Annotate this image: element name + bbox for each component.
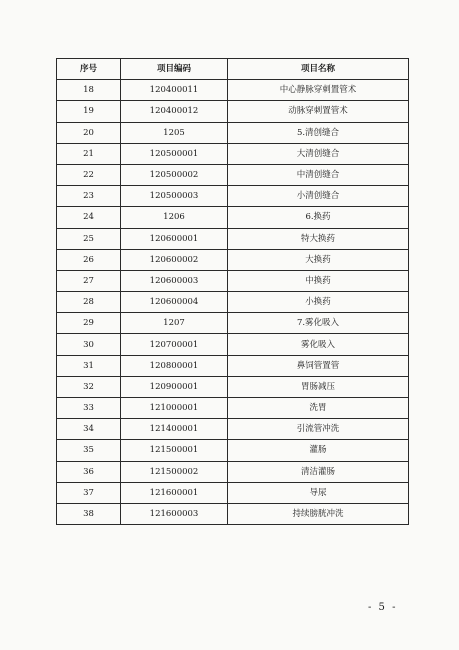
cell-name: 胃肠减压 [228, 376, 409, 397]
cell-code: 120600003 [121, 270, 228, 291]
cell-serial: 28 [57, 292, 121, 313]
cell-code: 121000001 [121, 398, 228, 419]
cell-name: 小换药 [228, 292, 409, 313]
cell-code: 120700001 [121, 334, 228, 355]
cell-code: 121600001 [121, 482, 228, 503]
cell-code: 120900001 [121, 376, 228, 397]
table-row [57, 80, 409, 101]
cell-name: 雾化吸入 [228, 334, 409, 355]
cell-serial: 35 [57, 440, 121, 461]
table-row [57, 482, 409, 503]
cell-serial: 25 [57, 228, 121, 249]
table-row [57, 207, 409, 228]
table-row [57, 164, 409, 185]
table-row [57, 440, 409, 461]
cell-serial: 30 [57, 334, 121, 355]
cell-serial: 20 [57, 122, 121, 143]
cell-name: 6.换药 [228, 207, 409, 228]
page-number: - 5 - [368, 602, 398, 613]
cell-code: 120600001 [121, 228, 228, 249]
table-row [57, 228, 409, 249]
cell-serial: 32 [57, 376, 121, 397]
cell-serial: 21 [57, 143, 121, 164]
item-table [56, 58, 409, 525]
table-row [57, 101, 409, 122]
cell-code: 120800001 [121, 355, 228, 376]
cell-name: 5.清创缝合 [228, 122, 409, 143]
table-row [57, 355, 409, 376]
cell-code: 121600003 [121, 503, 228, 524]
table-row [57, 292, 409, 313]
table-row [57, 503, 409, 524]
cell-name: 中换药 [228, 270, 409, 291]
cell-serial: 26 [57, 249, 121, 270]
table-row [57, 461, 409, 482]
cell-name: 中清创缝合 [228, 164, 409, 185]
cell-code: 120500001 [121, 143, 228, 164]
cell-name: 持续膀胱冲洗 [228, 503, 409, 524]
cell-name: 小清创缝合 [228, 186, 409, 207]
cell-serial: 31 [57, 355, 121, 376]
table-row [57, 186, 409, 207]
table-row [57, 270, 409, 291]
table-row [57, 334, 409, 355]
cell-serial: 36 [57, 461, 121, 482]
cell-name: 灌肠 [228, 440, 409, 461]
table-row [57, 419, 409, 440]
cell-serial: 19 [57, 101, 121, 122]
table-row [57, 376, 409, 397]
cell-code: 121400001 [121, 419, 228, 440]
table-row [57, 143, 409, 164]
table-row [57, 249, 409, 270]
cell-code: 120400012 [121, 101, 228, 122]
cell-serial: 29 [57, 313, 121, 334]
cell-serial: 27 [57, 270, 121, 291]
header-name: 项目名称 [228, 59, 409, 80]
cell-code: 120600004 [121, 292, 228, 313]
cell-serial: 23 [57, 186, 121, 207]
cell-code: 121500002 [121, 461, 228, 482]
cell-name: 7.雾化吸入 [228, 313, 409, 334]
cell-name: 大换药 [228, 249, 409, 270]
cell-code: 120600002 [121, 249, 228, 270]
table-row [57, 313, 409, 334]
cell-serial: 37 [57, 482, 121, 503]
cell-serial: 34 [57, 419, 121, 440]
cell-name: 洗胃 [228, 398, 409, 419]
cell-code: 121500001 [121, 440, 228, 461]
cell-serial: 22 [57, 164, 121, 185]
cell-serial: 18 [57, 80, 121, 101]
cell-name: 导尿 [228, 482, 409, 503]
cell-name: 中心静脉穿刺置管术 [228, 80, 409, 101]
cell-serial: 33 [57, 398, 121, 419]
table-header-row [57, 59, 409, 80]
cell-code: 120500003 [121, 186, 228, 207]
cell-code: 1206 [121, 207, 228, 228]
cell-code: 120500002 [121, 164, 228, 185]
cell-name: 大清创缝合 [228, 143, 409, 164]
cell-name: 动脉穿刺置管术 [228, 101, 409, 122]
cell-code: 1205 [121, 122, 228, 143]
table-row [57, 122, 409, 143]
header-serial: 序号 [57, 59, 121, 80]
cell-name: 引流管冲洗 [228, 419, 409, 440]
cell-name: 清洁灌肠 [228, 461, 409, 482]
cell-name: 鼻饲管置管 [228, 355, 409, 376]
cell-name: 特大换药 [228, 228, 409, 249]
cell-code: 120400011 [121, 80, 228, 101]
table-row [57, 398, 409, 419]
cell-code: 1207 [121, 313, 228, 334]
cell-serial: 38 [57, 503, 121, 524]
header-code: 项目编码 [121, 59, 228, 80]
cell-serial: 24 [57, 207, 121, 228]
